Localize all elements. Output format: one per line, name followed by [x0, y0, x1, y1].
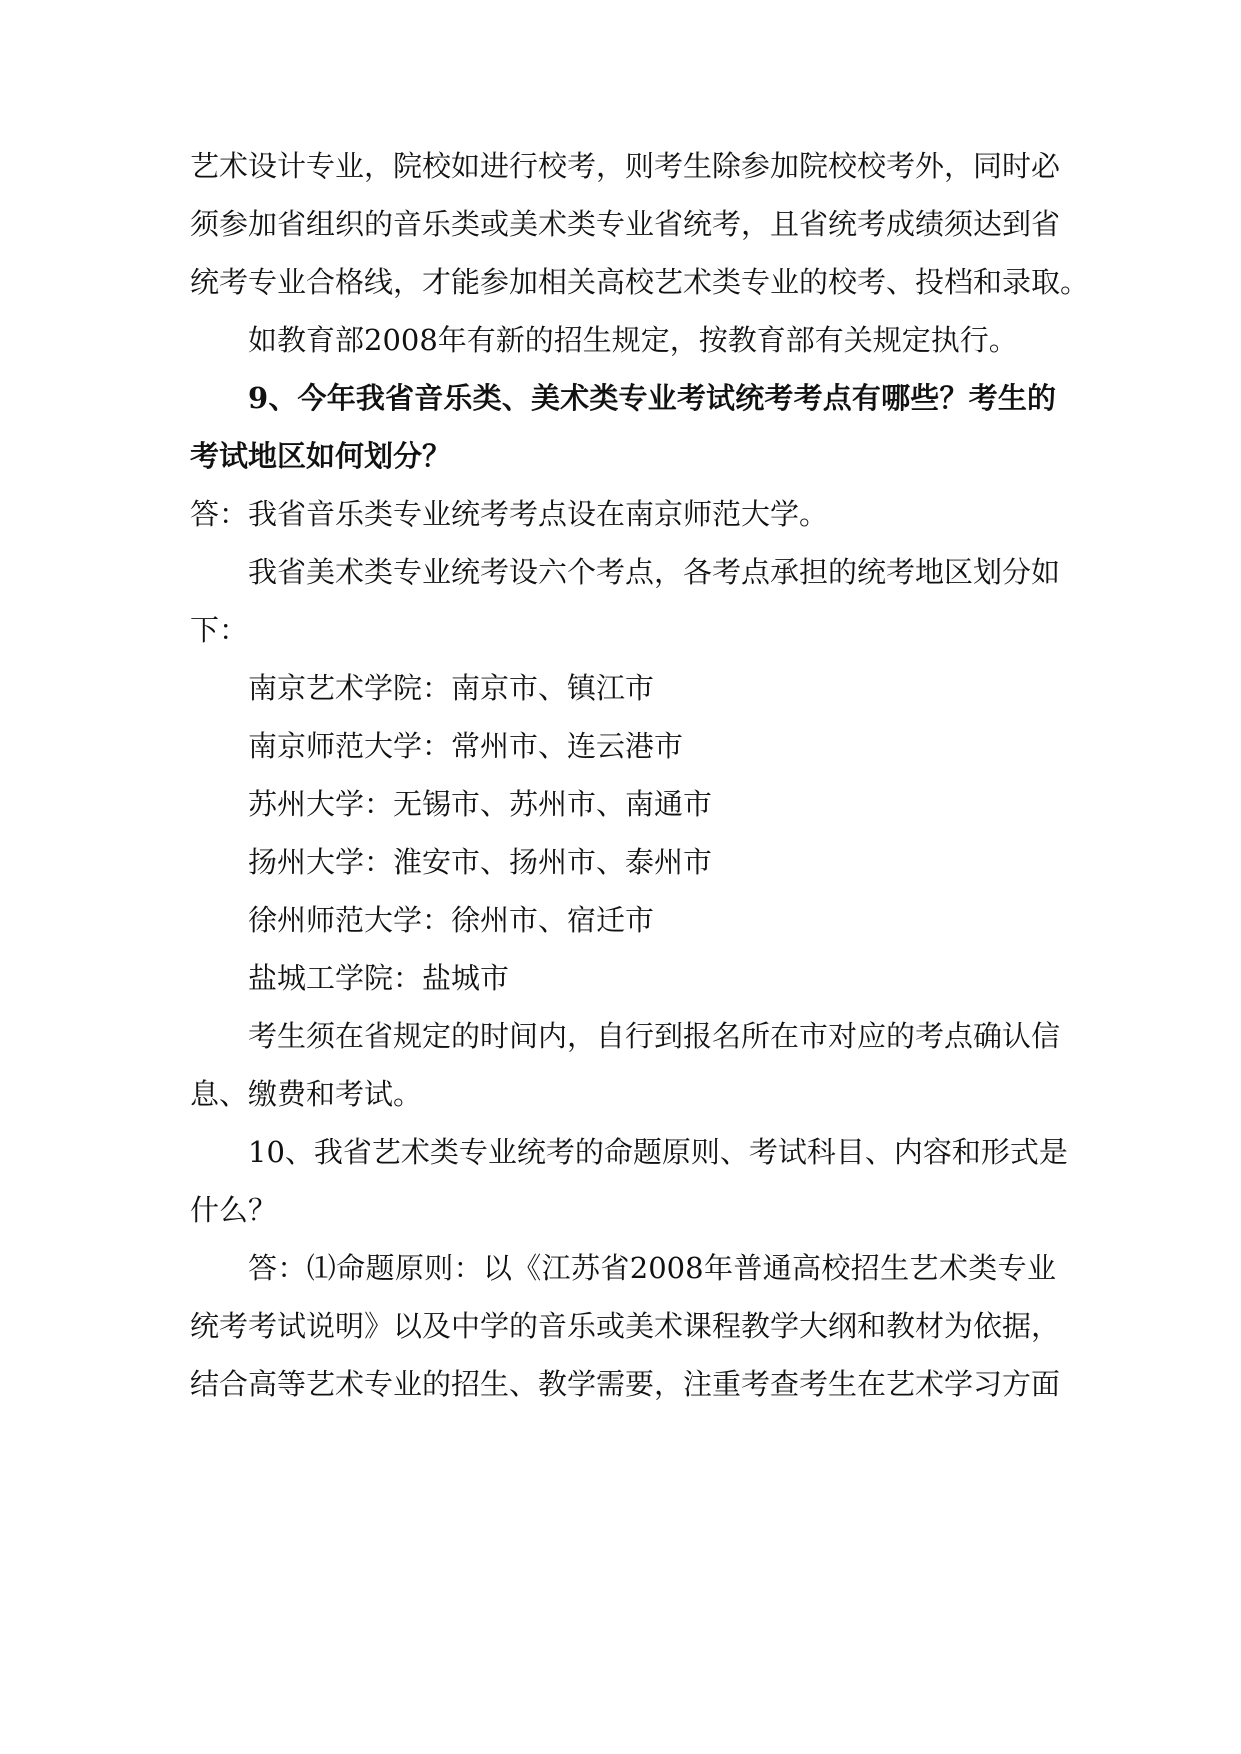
body-text-line: 统考考试说明》以及中学的音乐或美术课程教学大纲和教材为依据，	[190, 1309, 1061, 1343]
document-page	[190, 0, 1090, 1754]
answer-line: 答：我省音乐类专业统考考点设在南京师范大学。	[190, 497, 829, 531]
exam-site-item: 扬州大学：淮安市、扬州市、泰州市	[248, 845, 713, 879]
body-text-line: 我省美术类专业统考设六个考点，各考点承担的统考地区划分如	[248, 555, 1061, 589]
question-line: 10、我省艺术类专业统考的命题原则、考试科目、内容和形式是	[248, 1135, 1068, 1169]
exam-site-item: 南京艺术学院：南京市、镇江市	[248, 671, 655, 705]
body-text-line: 息、缴费和考试。	[190, 1077, 423, 1111]
exam-site-item: 南京师范大学：常州市、连云港市	[248, 729, 684, 763]
question-heading-line: 考试地区如何划分？	[190, 439, 452, 473]
answer-line: 答：⑴命题原则：以《江苏省2008年普通高校招生艺术类专业	[248, 1251, 1056, 1285]
body-text-line: 须参加省组织的音乐类或美术类专业省统考，且省统考成绩须达到省	[190, 207, 1061, 241]
exam-site-item: 盐城工学院：盐城市	[248, 961, 510, 995]
exam-site-item: 苏州大学：无锡市、苏州市、南通市	[248, 787, 713, 821]
body-text-line: 下：	[190, 613, 249, 647]
body-text-line: 统考专业合格线，才能参加相关高校艺术类专业的校考、投档和录取。	[190, 265, 1090, 299]
body-text-line: 考生须在省规定的时间内，自行到报名所在市对应的考点确认信	[248, 1019, 1061, 1053]
body-text-line: 艺术设计专业，院校如进行校考，则考生除参加院校校考外，同时必	[190, 149, 1061, 183]
question-line: 什么？	[190, 1193, 278, 1227]
exam-site-item: 徐州师范大学：徐州市、宿迁市	[248, 903, 655, 937]
body-text-line: 如教育部2008年有新的招生规定，按教育部有关规定执行。	[248, 323, 1018, 357]
question-heading-line: 9、今年我省音乐类、美术类专业考试统考考点有哪些？考生的	[248, 381, 1056, 415]
body-text-line: 结合高等艺术专业的招生、教学需要，注重考查考生在艺术学习方面	[190, 1367, 1061, 1401]
